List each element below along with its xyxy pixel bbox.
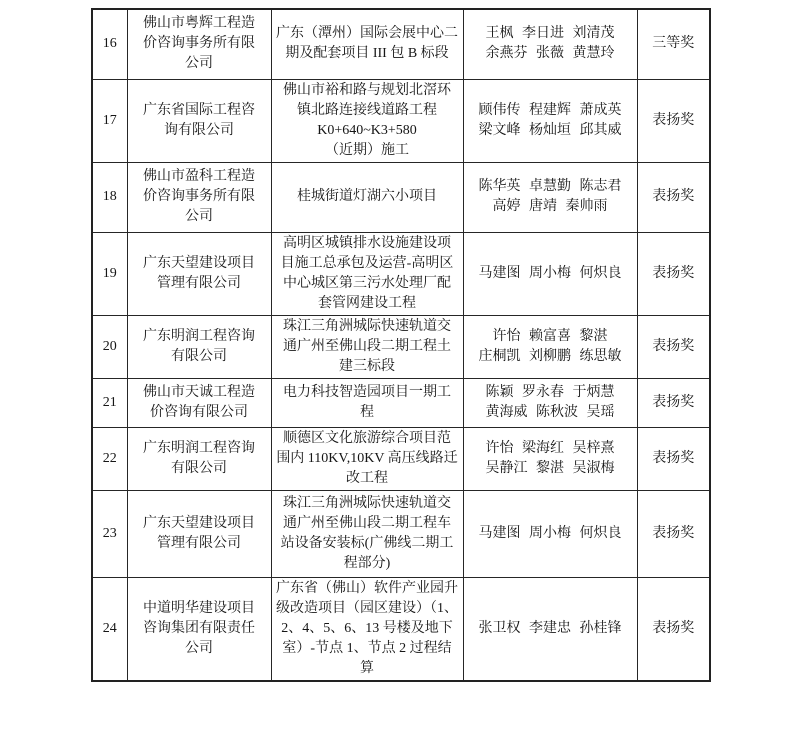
project-name-line: 广东省（佛山）软件产业园升 (276, 580, 458, 596)
company-name-line: 广东省国际工程咨 (143, 102, 255, 118)
project-name-line: 广东（潭州）国际会展中心二 (276, 26, 458, 42)
project-name-line: 建三标段 (339, 358, 395, 374)
project-name-line: 镇北路连接线道路工程 (297, 102, 437, 118)
project-name-line: 珠江三角洲城际快速轨道交 (283, 495, 451, 511)
project-name-line: K0+640~K3+580 (317, 122, 417, 138)
company-name-line: 广东天望建设项目 (143, 255, 255, 271)
company-name-line: 管理有限公司 (157, 535, 241, 551)
row-number-cell: 18 (92, 162, 127, 232)
project-name-line: 程部分) (343, 555, 391, 571)
company-cell (127, 490, 271, 577)
company-name-line: 公司 (185, 209, 213, 224)
project-cell (271, 427, 463, 490)
row-number-cell: 21 (92, 378, 127, 427)
project-name-line: 电力科技智造园项目一期工 (283, 384, 451, 400)
project-cell (271, 232, 463, 315)
project-name-line: 级改造项目（园区建设）（1、 (276, 600, 458, 616)
project-name-line: 室）-节点 1、节点 2 过程结 (282, 640, 452, 656)
company-name-line: 广东明润工程咨询 (143, 328, 255, 344)
row-number-cell: 22 (92, 427, 127, 490)
table-row (92, 378, 710, 427)
table-row (92, 9, 710, 79)
table-row (92, 79, 710, 162)
company-cell (127, 9, 271, 79)
company-name-line: 公司 (185, 640, 213, 656)
project-name-line: 佛山市裕和路与规划北滘环 (283, 82, 451, 98)
participant-names-line: 马建图 周小梅 何炽良 (478, 525, 622, 541)
award-cell: 表扬奖 (637, 315, 710, 378)
people-cell (463, 378, 637, 427)
project-name-line: 改工程 (346, 470, 388, 486)
table-row (92, 232, 710, 315)
people-cell (463, 9, 637, 79)
project-name-line: 站设备安装标(广佛线二期工 (280, 535, 454, 551)
people-cell (463, 490, 637, 577)
participant-names-line: 余燕芬 张薇 黄慧玲 (485, 46, 615, 62)
project-cell (271, 315, 463, 378)
project-name-line: 珠江三角洲城际快速轨道交 (283, 318, 451, 334)
participant-names-line: 吴静江 黎湛 吴淑梅 (485, 460, 615, 476)
participant-names-line: 王枫 李日进 刘清茂 (485, 26, 615, 42)
participant-names-line: 张卫权 李建忠 孙桂锋 (478, 620, 622, 636)
project-cell (271, 577, 463, 681)
participant-names-line: 陈华英 卓慧勤 陈志君 (478, 179, 622, 194)
company-cell (127, 315, 271, 378)
award-cell: 表扬奖 (637, 232, 710, 315)
award-cell: 表扬奖 (637, 79, 710, 162)
company-name-line: 中道明华建设项目 (143, 600, 255, 616)
participant-names-line: 马建图 周小梅 何炽良 (478, 265, 622, 281)
company-name-line: 询有限公司 (164, 122, 234, 138)
people-cell (463, 315, 637, 378)
project-name-line: 桂城街道灯湖六小项目 (297, 189, 437, 204)
project-name-line: 目施工总承包及运营-高明区 (280, 255, 454, 271)
award-cell: 表扬奖 (637, 378, 710, 427)
people-cell (463, 577, 637, 681)
participant-names-line: 许怡 梁海红 吴梓熹 (485, 440, 615, 456)
company-name-line: 管理有限公司 (157, 275, 241, 291)
project-cell (271, 490, 463, 577)
company-cell (127, 577, 271, 681)
company-name-line: 有限公司 (171, 460, 227, 476)
company-name-line: 公司 (185, 56, 213, 72)
company-name-line: 价咨询有限公司 (150, 404, 248, 420)
project-name-line: 期及配套项目 III 包 B 标段 (285, 46, 449, 62)
project-name-line: 通广州至佛山段二期工程土 (283, 338, 451, 354)
people-cell (463, 427, 637, 490)
row-number-cell: 16 (92, 9, 127, 79)
row-number-cell: 23 (92, 490, 127, 577)
company-cell (127, 162, 271, 232)
row-number-cell: 19 (92, 232, 127, 315)
project-name-line: 算 (360, 660, 374, 676)
company-name-line: 广东明润工程咨询 (143, 440, 255, 456)
participant-names-line: 梁文峰 杨灿垣 邱其威 (478, 122, 622, 138)
project-name-line: 中心城区第三污水处理厂配 (283, 275, 451, 291)
company-name-line: 咨询集团有限责任 (143, 620, 255, 636)
award-cell: 表扬奖 (637, 162, 710, 232)
table-row (92, 162, 710, 232)
company-name-line: 价咨询事务所有限 (143, 36, 255, 52)
company-cell (127, 427, 271, 490)
company-name-line: 佛山市粤辉工程造 (143, 16, 255, 32)
company-name-line: 佛山市盈科工程造 (143, 169, 255, 184)
project-name-line: 通广州至佛山段二期工程车 (283, 515, 451, 531)
awards-table (91, 8, 711, 682)
company-name-line: 佛山市天诚工程造 (143, 384, 255, 400)
participant-names-line: 许怡 赖富喜 黎湛 (492, 328, 608, 344)
row-number-cell: 24 (92, 577, 127, 681)
company-cell (127, 378, 271, 427)
project-name-line: 2、4、5、6、13 号楼及地下 (281, 620, 453, 636)
table-row (92, 490, 710, 577)
company-name-line: 价咨询事务所有限 (143, 189, 255, 204)
company-cell (127, 232, 271, 315)
table-row (92, 315, 710, 378)
people-cell (463, 162, 637, 232)
awards-table-body (92, 9, 710, 681)
row-number-cell: 20 (92, 315, 127, 378)
company-name-line: 有限公司 (171, 348, 227, 364)
participant-names-line: 黄海威 陈秋波 吴瑶 (485, 404, 615, 420)
participant-names-line: 陈颖 罗永春 于炳慧 (485, 384, 615, 400)
project-cell (271, 162, 463, 232)
company-cell (127, 79, 271, 162)
award-cell: 表扬奖 (637, 490, 710, 577)
people-cell (463, 232, 637, 315)
project-name-line: 围内 110KV,10KV 高压线路迁 (276, 450, 458, 466)
award-cell: 表扬奖 (637, 577, 710, 681)
project-name-line: 套管网建设工程 (318, 295, 416, 311)
project-cell (271, 378, 463, 427)
row-number-cell: 17 (92, 79, 127, 162)
table-row (92, 427, 710, 490)
project-name-line: 程 (360, 404, 374, 420)
participant-names-line: 顾伟传 程建辉 萧成英 (478, 102, 622, 118)
project-cell (271, 79, 463, 162)
project-name-line: 高明区城镇排水设施建设项 (283, 235, 451, 251)
company-name-line: 广东天望建设项目 (143, 515, 255, 531)
participant-names-line: 高婷 唐靖 秦帅雨 (492, 199, 608, 214)
people-cell (463, 79, 637, 162)
award-cell: 表扬奖 (637, 427, 710, 490)
participant-names-line: 庄桐凯 刘柳鹏 练思敏 (478, 348, 622, 364)
project-name-line: （近期）施工 (325, 142, 409, 158)
project-name-line: 顺德区文化旅游综合项目范 (283, 430, 451, 446)
project-cell (271, 9, 463, 79)
award-cell: 三等奖 (637, 9, 710, 79)
table-row (92, 577, 710, 681)
